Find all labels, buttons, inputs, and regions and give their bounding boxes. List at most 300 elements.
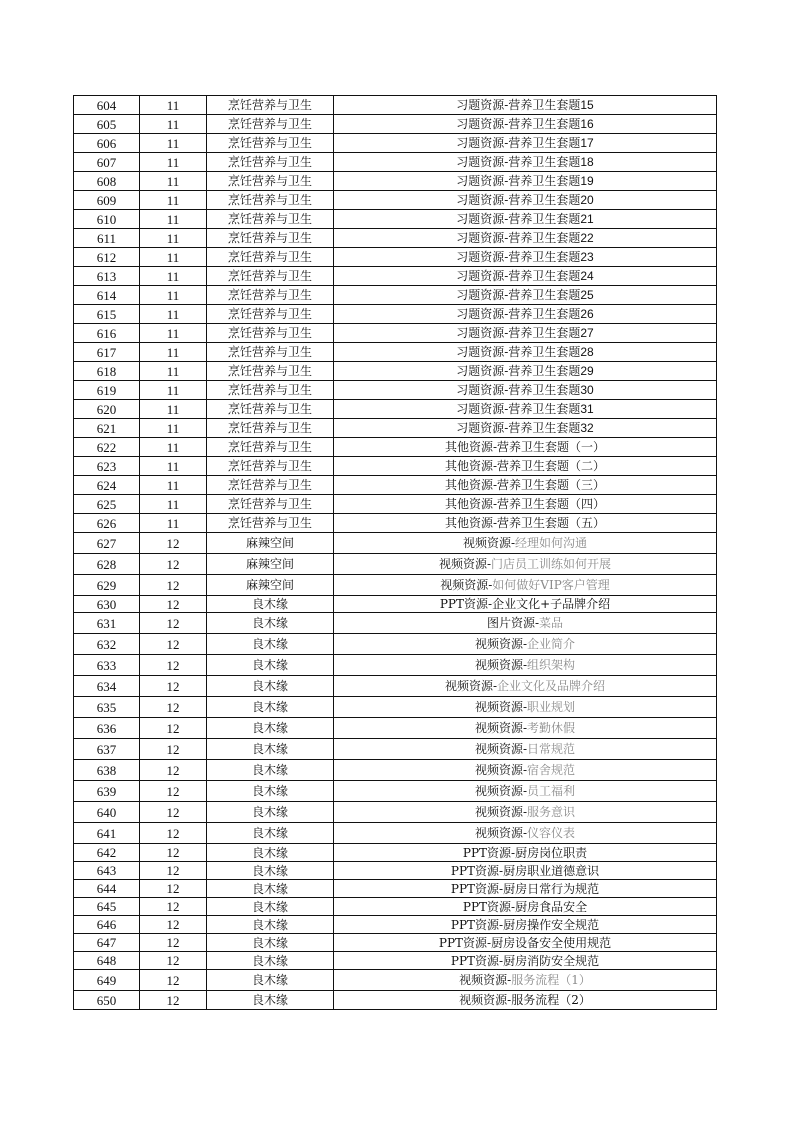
row-number-cell: 636 bbox=[74, 718, 140, 739]
table-row bbox=[74, 697, 717, 718]
resource-cell bbox=[334, 613, 717, 634]
category-cell: 11 bbox=[140, 248, 207, 267]
category-cell: 12 bbox=[140, 898, 207, 916]
row-number-cell: 614 bbox=[74, 286, 140, 305]
resource-table bbox=[73, 95, 717, 1010]
table-row bbox=[74, 880, 717, 898]
resource-set-number: 32 bbox=[580, 421, 594, 435]
category-cell: 12 bbox=[140, 575, 207, 596]
resource-type-text: 视频资源- bbox=[438, 557, 492, 571]
resource-cell bbox=[334, 438, 717, 457]
course-cell: 烹饪营养与卫生 bbox=[207, 514, 334, 533]
resource-set-number: 23 bbox=[580, 250, 594, 264]
row-number-cell: 643 bbox=[74, 862, 140, 880]
category-cell: 11 bbox=[140, 514, 207, 533]
category-cell: 12 bbox=[140, 802, 207, 823]
row-number-cell: 647 bbox=[74, 934, 140, 952]
table-row bbox=[74, 862, 717, 880]
course-cell: 良木缘 bbox=[207, 655, 334, 676]
resource-type-text: 习题资源-营养卫生套题 bbox=[456, 364, 581, 378]
row-number-cell: 623 bbox=[74, 457, 140, 476]
category-cell: 12 bbox=[140, 634, 207, 655]
resource-set-number: 22 bbox=[580, 231, 594, 245]
resource-title-text: 考勤休假 bbox=[527, 721, 576, 735]
table-row bbox=[74, 343, 717, 362]
row-number-cell: 620 bbox=[74, 400, 140, 419]
resource-set-number: 30 bbox=[580, 383, 594, 397]
course-cell: 烹饪营养与卫生 bbox=[207, 267, 334, 286]
table-row bbox=[74, 952, 717, 970]
table-row bbox=[74, 802, 717, 823]
course-cell: 烹饪营养与卫生 bbox=[207, 400, 334, 419]
resource-title-text: 宿舍规范 bbox=[527, 763, 576, 777]
resource-cell bbox=[334, 267, 717, 286]
course-cell: 烹饪营养与卫生 bbox=[207, 438, 334, 457]
row-number-cell: 626 bbox=[74, 514, 140, 533]
resource-cell bbox=[334, 134, 717, 153]
resource-table-body bbox=[74, 96, 717, 1010]
resource-cell bbox=[334, 400, 717, 419]
resource-type-text: 视频资源- bbox=[474, 784, 528, 798]
course-cell: 烹饪营养与卫生 bbox=[207, 96, 334, 115]
resource-type-text: 视频资源- bbox=[474, 742, 528, 756]
table-row bbox=[74, 286, 717, 305]
category-cell: 11 bbox=[140, 96, 207, 115]
resource-cell bbox=[334, 229, 717, 248]
course-cell: 烹饪营养与卫生 bbox=[207, 476, 334, 495]
course-cell: 良木缘 bbox=[207, 970, 334, 991]
table-row bbox=[74, 916, 717, 934]
resource-type-text: 习题资源-营养卫生套题 bbox=[456, 326, 581, 340]
resource-cell bbox=[334, 781, 717, 802]
row-number-cell: 607 bbox=[74, 153, 140, 172]
table-row bbox=[74, 898, 717, 916]
course-cell: 良木缘 bbox=[207, 718, 334, 739]
category-cell: 11 bbox=[140, 381, 207, 400]
resource-cell bbox=[334, 862, 717, 880]
row-number-cell: 616 bbox=[74, 324, 140, 343]
resource-cell bbox=[334, 514, 717, 533]
resource-set-number: 17 bbox=[580, 136, 594, 150]
course-cell: 良木缘 bbox=[207, 823, 334, 844]
category-cell: 12 bbox=[140, 739, 207, 760]
resource-set-number: 25 bbox=[580, 288, 594, 302]
row-number-cell: 631 bbox=[74, 613, 140, 634]
table-row bbox=[74, 739, 717, 760]
table-row bbox=[74, 781, 717, 802]
category-cell: 11 bbox=[140, 476, 207, 495]
table-row bbox=[74, 267, 717, 286]
resource-cell bbox=[334, 419, 717, 438]
category-cell: 12 bbox=[140, 613, 207, 634]
table-row bbox=[74, 153, 717, 172]
resource-set-number: 26 bbox=[580, 307, 594, 321]
resource-type-text: 视频资源- bbox=[474, 763, 528, 777]
table-row bbox=[74, 419, 717, 438]
row-number-cell: 617 bbox=[74, 343, 140, 362]
category-cell: 12 bbox=[140, 760, 207, 781]
resource-cell bbox=[334, 457, 717, 476]
category-cell: 11 bbox=[140, 115, 207, 134]
table-row bbox=[74, 596, 717, 613]
resource-title-text: 服务意识 bbox=[527, 805, 576, 819]
resource-cell bbox=[334, 381, 717, 400]
row-number-cell: 625 bbox=[74, 495, 140, 514]
resource-set-number: 16 bbox=[580, 117, 594, 131]
category-cell: 11 bbox=[140, 438, 207, 457]
table-row bbox=[74, 438, 717, 457]
course-cell: 良木缘 bbox=[207, 781, 334, 802]
resource-type-text: 其他资源-营养卫生套题（一） bbox=[444, 440, 606, 454]
table-row bbox=[74, 324, 717, 343]
resource-type-text: 习题资源-营养卫生套题 bbox=[456, 155, 581, 169]
resource-cell bbox=[334, 823, 717, 844]
resource-cell bbox=[334, 739, 717, 760]
row-number-cell: 650 bbox=[74, 991, 140, 1010]
course-cell: 烹饪营养与卫生 bbox=[207, 172, 334, 191]
row-number-cell: 632 bbox=[74, 634, 140, 655]
row-number-cell: 642 bbox=[74, 844, 140, 862]
category-cell: 11 bbox=[140, 229, 207, 248]
row-number-cell: 622 bbox=[74, 438, 140, 457]
category-cell: 11 bbox=[140, 324, 207, 343]
resource-type-text: 习题资源-营养卫生套题 bbox=[456, 193, 581, 207]
category-cell: 11 bbox=[140, 419, 207, 438]
table-row bbox=[74, 229, 717, 248]
resource-type-text: 视频资源- bbox=[459, 973, 512, 987]
resource-type-text: 视频资源- bbox=[474, 721, 528, 735]
resource-type-text: 其他资源-营养卫生套题（三） bbox=[444, 478, 606, 492]
resource-title-text: 企业文化及品牌介绍 bbox=[497, 679, 606, 693]
row-number-cell: 634 bbox=[74, 676, 140, 697]
category-cell: 12 bbox=[140, 991, 207, 1010]
resource-type-text: 习题资源-营养卫生套题 bbox=[456, 307, 581, 321]
course-cell: 良木缘 bbox=[207, 760, 334, 781]
category-cell: 12 bbox=[140, 970, 207, 991]
resource-cell bbox=[334, 575, 717, 596]
category-cell: 11 bbox=[140, 172, 207, 191]
row-number-cell: 618 bbox=[74, 362, 140, 381]
resource-type-text: 习题资源-营养卫生套题 bbox=[456, 117, 581, 131]
row-number-cell: 606 bbox=[74, 134, 140, 153]
resource-type-text: 习题资源-营养卫生套题 bbox=[456, 402, 581, 416]
course-cell: 烹饪营养与卫生 bbox=[207, 115, 334, 134]
resource-cell bbox=[334, 655, 717, 676]
row-number-cell: 649 bbox=[74, 970, 140, 991]
course-cell: 良木缘 bbox=[207, 952, 334, 970]
resource-cell bbox=[334, 844, 717, 862]
course-cell: 烹饪营养与卫生 bbox=[207, 305, 334, 324]
resource-type-text: 视频资源- bbox=[474, 637, 528, 651]
resource-set-number: 19 bbox=[580, 174, 594, 188]
resource-cell bbox=[334, 343, 717, 362]
table-row bbox=[74, 210, 717, 229]
resource-type-text: 视频资源- bbox=[440, 578, 493, 592]
row-number-cell: 635 bbox=[74, 697, 140, 718]
resource-set-number: 21 bbox=[580, 212, 594, 226]
course-cell: 麻辣空间 bbox=[207, 575, 334, 596]
row-number-cell: 611 bbox=[74, 229, 140, 248]
resource-type-text: 习题资源-营养卫生套题 bbox=[456, 174, 581, 188]
row-number-cell: 619 bbox=[74, 381, 140, 400]
course-cell: 良木缘 bbox=[207, 634, 334, 655]
category-cell: 11 bbox=[140, 343, 207, 362]
resource-title-text: 员工福利 bbox=[527, 784, 576, 798]
resource-title-text: 仪容仪表 bbox=[527, 826, 576, 840]
resource-cell bbox=[334, 96, 717, 115]
resource-set-number: 24 bbox=[580, 269, 594, 283]
course-cell: 良木缘 bbox=[207, 844, 334, 862]
category-cell: 11 bbox=[140, 153, 207, 172]
row-number-cell: 645 bbox=[74, 898, 140, 916]
row-number-cell: 644 bbox=[74, 880, 140, 898]
resource-cell bbox=[334, 324, 717, 343]
resource-title-text: 服务流程（1） bbox=[511, 973, 591, 987]
resource-title-text: 经理如何沟通 bbox=[515, 536, 588, 550]
row-number-cell: 610 bbox=[74, 210, 140, 229]
course-cell: 烹饪营养与卫生 bbox=[207, 381, 334, 400]
table-row bbox=[74, 476, 717, 495]
resource-type-text: 其他资源-营养卫生套题（四） bbox=[444, 497, 606, 511]
row-number-cell: 624 bbox=[74, 476, 140, 495]
category-cell: 11 bbox=[140, 400, 207, 419]
table-row bbox=[74, 760, 717, 781]
resource-type-text: PPT资源-厨房日常行为规范 bbox=[450, 881, 600, 896]
resource-cell bbox=[334, 362, 717, 381]
category-cell: 12 bbox=[140, 934, 207, 952]
row-number-cell: 630 bbox=[74, 596, 140, 613]
course-cell: 麻辣空间 bbox=[207, 554, 334, 575]
resource-type-text: PPT资源-厨房消防安全规范 bbox=[450, 953, 600, 968]
course-cell: 良木缘 bbox=[207, 739, 334, 760]
resource-cell bbox=[334, 760, 717, 781]
course-cell: 良木缘 bbox=[207, 802, 334, 823]
resource-type-text: 习题资源-营养卫生套题 bbox=[456, 383, 581, 397]
row-number-cell: 605 bbox=[74, 115, 140, 134]
resource-cell bbox=[334, 305, 717, 324]
course-cell: 烹饪营养与卫生 bbox=[207, 343, 334, 362]
course-cell: 烹饪营养与卫生 bbox=[207, 134, 334, 153]
resource-type-text: 习题资源-营养卫生套题 bbox=[456, 250, 581, 264]
resource-type-text: 其他资源-营养卫生套题（二） bbox=[444, 459, 606, 473]
category-cell: 12 bbox=[140, 823, 207, 844]
course-cell: 良木缘 bbox=[207, 676, 334, 697]
resource-cell bbox=[334, 676, 717, 697]
table-row bbox=[74, 718, 717, 739]
table-row bbox=[74, 400, 717, 419]
resource-cell bbox=[334, 210, 717, 229]
resource-cell bbox=[334, 476, 717, 495]
category-cell: 12 bbox=[140, 880, 207, 898]
course-cell: 烹饪营养与卫生 bbox=[207, 153, 334, 172]
table-row bbox=[74, 248, 717, 267]
resource-type-text: PPT资源-厨房职业道德意识 bbox=[450, 863, 600, 878]
resource-cell bbox=[334, 697, 717, 718]
resource-cell bbox=[334, 533, 717, 554]
row-number-cell: 613 bbox=[74, 267, 140, 286]
category-cell: 12 bbox=[140, 862, 207, 880]
course-cell: 良木缘 bbox=[207, 934, 334, 952]
row-number-cell: 608 bbox=[74, 172, 140, 191]
resource-cell bbox=[334, 718, 717, 739]
category-cell: 11 bbox=[140, 305, 207, 324]
category-cell: 11 bbox=[140, 457, 207, 476]
table-row bbox=[74, 191, 717, 210]
table-row bbox=[74, 554, 717, 575]
category-cell: 12 bbox=[140, 676, 207, 697]
category-cell: 11 bbox=[140, 362, 207, 381]
table-row bbox=[74, 96, 717, 115]
table-row bbox=[74, 613, 717, 634]
resource-set-number: 29 bbox=[580, 364, 594, 378]
course-cell: 良木缘 bbox=[207, 613, 334, 634]
resource-type-text: 习题资源-营养卫生套题 bbox=[456, 136, 581, 150]
category-cell: 12 bbox=[140, 596, 207, 613]
resource-type-text: 视频资源- bbox=[462, 536, 516, 550]
resource-type-text: 视频资源- bbox=[474, 700, 528, 714]
table-row bbox=[74, 676, 717, 697]
resource-type-text: 视频资源-服务流程（2） bbox=[459, 993, 591, 1007]
category-cell: 12 bbox=[140, 718, 207, 739]
course-cell: 良木缘 bbox=[207, 862, 334, 880]
category-cell: 11 bbox=[140, 495, 207, 514]
resource-title-text: 日常规范 bbox=[527, 742, 576, 756]
resource-type-text: 视频资源- bbox=[474, 805, 528, 819]
resource-type-text: 视频资源- bbox=[474, 658, 528, 672]
table-row bbox=[74, 575, 717, 596]
resource-cell bbox=[334, 934, 717, 952]
category-cell: 12 bbox=[140, 554, 207, 575]
resource-set-number: 27 bbox=[580, 326, 594, 340]
resource-cell bbox=[334, 952, 717, 970]
table-row bbox=[74, 844, 717, 862]
resource-type-text: 视频资源- bbox=[444, 679, 498, 693]
category-cell: 11 bbox=[140, 267, 207, 286]
row-number-cell: 628 bbox=[74, 554, 140, 575]
resource-cell bbox=[334, 880, 717, 898]
row-number-cell: 648 bbox=[74, 952, 140, 970]
row-number-cell: 604 bbox=[74, 96, 140, 115]
table-row bbox=[74, 991, 717, 1010]
row-number-cell: 621 bbox=[74, 419, 140, 438]
category-cell: 11 bbox=[140, 191, 207, 210]
resource-set-number: 15 bbox=[580, 98, 594, 112]
resource-cell bbox=[334, 191, 717, 210]
resource-set-number: 18 bbox=[580, 155, 594, 169]
resource-type-text: 习题资源-营养卫生套题 bbox=[456, 288, 581, 302]
table-row bbox=[74, 634, 717, 655]
resource-type-text: 其他资源-营养卫生套题（五） bbox=[444, 516, 606, 530]
course-cell: 良木缘 bbox=[207, 596, 334, 613]
resource-cell bbox=[334, 172, 717, 191]
resource-type-text: 习题资源-营养卫生套题 bbox=[456, 231, 581, 245]
row-number-cell: 641 bbox=[74, 823, 140, 844]
course-cell: 烹饪营养与卫生 bbox=[207, 457, 334, 476]
row-number-cell: 629 bbox=[74, 575, 140, 596]
category-cell: 12 bbox=[140, 916, 207, 934]
resource-cell bbox=[334, 286, 717, 305]
row-number-cell: 640 bbox=[74, 802, 140, 823]
table-row bbox=[74, 457, 717, 476]
category-cell: 12 bbox=[140, 533, 207, 554]
resource-cell bbox=[334, 970, 717, 991]
table-row bbox=[74, 134, 717, 153]
resource-cell bbox=[334, 634, 717, 655]
row-number-cell: 638 bbox=[74, 760, 140, 781]
resource-type-text: PPT资源-厨房设备安全使用规范 bbox=[438, 935, 612, 950]
course-cell: 麻辣空间 bbox=[207, 533, 334, 554]
course-cell: 烹饪营养与卫生 bbox=[207, 324, 334, 343]
category-cell: 12 bbox=[140, 655, 207, 676]
resource-cell bbox=[334, 153, 717, 172]
course-cell: 烹饪营养与卫生 bbox=[207, 419, 334, 438]
row-number-cell: 627 bbox=[74, 533, 140, 554]
course-cell: 烹饪营养与卫生 bbox=[207, 495, 334, 514]
resource-cell bbox=[334, 248, 717, 267]
table-row bbox=[74, 115, 717, 134]
category-cell: 12 bbox=[140, 697, 207, 718]
course-cell: 烹饪营养与卫生 bbox=[207, 191, 334, 210]
resource-type-text: 习题资源-营养卫生套题 bbox=[456, 98, 581, 112]
resource-type-text: 习题资源-营养卫生套题 bbox=[456, 212, 581, 226]
table-row bbox=[74, 823, 717, 844]
resource-set-number: 31 bbox=[580, 402, 594, 416]
table-row bbox=[74, 495, 717, 514]
resource-cell bbox=[334, 596, 717, 613]
resource-cell bbox=[334, 115, 717, 134]
resource-cell bbox=[334, 554, 717, 575]
resource-title-text: 组织架构 bbox=[527, 658, 576, 672]
resource-title-text: 菜品 bbox=[539, 616, 564, 630]
resource-title-text: 如何做好VIP客户管理 bbox=[492, 578, 610, 592]
row-number-cell: 637 bbox=[74, 739, 140, 760]
table-row bbox=[74, 305, 717, 324]
row-number-cell: 615 bbox=[74, 305, 140, 324]
course-cell: 烹饪营养与卫生 bbox=[207, 248, 334, 267]
table-row bbox=[74, 655, 717, 676]
resource-type-text: PPT资源-厨房操作安全规范 bbox=[450, 917, 600, 932]
table-row bbox=[74, 362, 717, 381]
course-cell: 良木缘 bbox=[207, 697, 334, 718]
resource-type-text: PPT资源-厨房岗位职责 bbox=[462, 845, 588, 860]
resource-type-text: PPT资源-企业文化+子品牌介绍 bbox=[439, 597, 611, 611]
resource-cell bbox=[334, 802, 717, 823]
resource-type-text: 习题资源-营养卫生套题 bbox=[456, 269, 581, 283]
category-cell: 11 bbox=[140, 134, 207, 153]
course-cell: 良木缘 bbox=[207, 916, 334, 934]
table-row bbox=[74, 970, 717, 991]
table-row bbox=[74, 533, 717, 554]
table-row bbox=[74, 172, 717, 191]
table-row bbox=[74, 514, 717, 533]
course-cell: 烹饪营养与卫生 bbox=[207, 229, 334, 248]
course-cell: 良木缘 bbox=[207, 880, 334, 898]
course-cell: 烹饪营养与卫生 bbox=[207, 210, 334, 229]
row-number-cell: 609 bbox=[74, 191, 140, 210]
resource-type-text: 视频资源- bbox=[474, 826, 528, 840]
course-cell: 烹饪营养与卫生 bbox=[207, 286, 334, 305]
resource-type-text: 图片资源- bbox=[486, 616, 540, 630]
resource-cell bbox=[334, 991, 717, 1010]
course-cell: 烹饪营养与卫生 bbox=[207, 362, 334, 381]
category-cell: 12 bbox=[140, 844, 207, 862]
resource-type-text: 习题资源-营养卫生套题 bbox=[456, 421, 581, 435]
resource-title-text: 企业简介 bbox=[527, 637, 576, 651]
row-number-cell: 646 bbox=[74, 916, 140, 934]
category-cell: 12 bbox=[140, 781, 207, 802]
category-cell: 12 bbox=[140, 952, 207, 970]
resource-set-number: 28 bbox=[580, 345, 594, 359]
